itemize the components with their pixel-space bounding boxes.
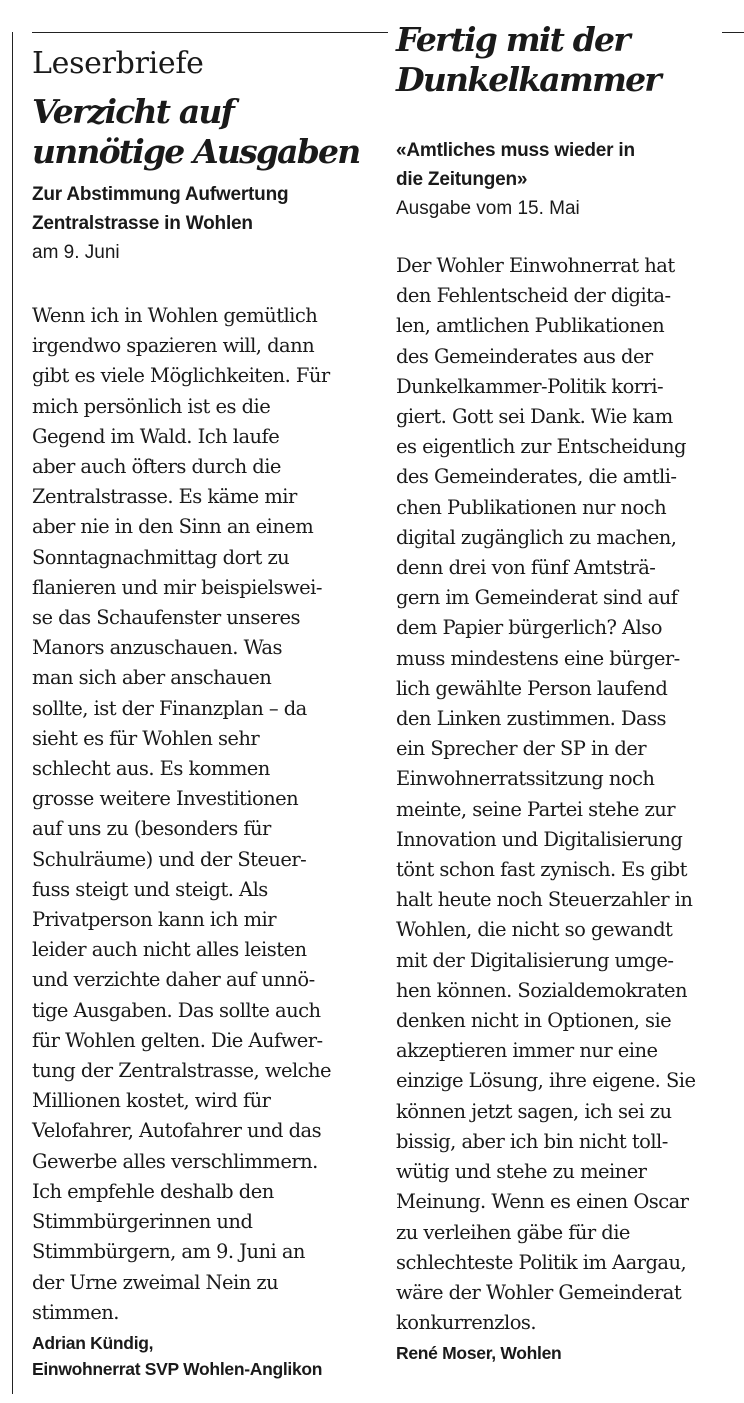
right-signature: [396, 1340, 742, 1366]
right-subhead: [396, 136, 742, 194]
body-line: mit der Digitalisierung umge-: [396, 948, 674, 972]
letter-left: [32, 40, 380, 1382]
body-line: denken nicht in Optionen, sie: [396, 1009, 672, 1033]
right-subhead-line: die Zeitungen»: [396, 169, 528, 190]
body-line: gern im Gemeinderat sind auf: [396, 586, 678, 610]
body-line: fuss steigt und steigt. Als: [32, 877, 268, 901]
body-line: Sonntagnachmittag dort zu: [32, 545, 290, 569]
body-line: ein Sprecher der SP in der: [396, 737, 647, 761]
body-line: Millionen kostet, wird für: [32, 1089, 271, 1113]
body-line: einzige Lösung, ihre eigene. Sie: [396, 1069, 696, 1093]
body-line: lich gewählte Person laufend: [396, 676, 668, 700]
body-line: grosse weitere Investitionen: [32, 787, 299, 811]
body-line: der Urne zweimal Nein zu: [32, 1270, 279, 1294]
body-line: chen Publikationen nur noch: [396, 495, 667, 519]
body-line: aber auch öfters durch die: [32, 455, 281, 479]
body-line: Dunkelkammer-Politik korri-: [396, 374, 664, 398]
left-body-text: [32, 301, 380, 1328]
right-headline-line: Fertig mit der: [396, 20, 629, 59]
right-headline-line: Dunkelkammer: [396, 60, 660, 99]
body-line: man sich aber anschauen: [32, 666, 272, 690]
body-line: wütig und stehe zu meiner: [396, 1160, 647, 1184]
left-subhead-line: Zentralstrasse in Wohlen: [32, 213, 253, 234]
body-line: Ich empfehle deshalb den: [32, 1179, 274, 1203]
body-line: leider auch nicht alles leisten: [32, 938, 307, 962]
body-line: Manors anzuschauen. Was: [32, 636, 282, 660]
body-line: Stimmbürgern, am 9. Juni an: [32, 1240, 305, 1264]
body-line: sieht es für Wohlen sehr: [32, 726, 260, 750]
body-line: Schulräume) und der Steuer-: [32, 847, 307, 871]
body-line: denn drei von fünf Amtsträ-: [396, 556, 656, 580]
body-line: halt heute noch Steuerzahler in: [396, 888, 693, 912]
body-line: den Fehlentscheid der digita-: [396, 284, 671, 308]
body-line: Meinung. Wenn es einen Oscar: [396, 1190, 689, 1214]
body-line: schlecht aus. Es kommen: [32, 757, 270, 781]
body-line: hen können. Sozialdemokraten: [396, 978, 688, 1002]
signature-line: René Moser, Wohlen: [396, 1343, 562, 1364]
body-line: tige Ausgaben. Das sollte auch: [32, 998, 321, 1022]
signature-line: Adrian Kündig,: [32, 1332, 154, 1353]
body-line: und verzichte daher auf unnö-: [32, 968, 315, 992]
left-subhead: [32, 180, 380, 238]
body-line: giert. Gott sei Dank. Wie kam: [396, 405, 673, 429]
body-line: sollte, ist der Finanzplan – da: [32, 696, 307, 720]
body-line: bissig, aber ich bin nicht toll-: [396, 1129, 668, 1153]
body-line: tung der Zentralstrasse, welche: [32, 1059, 332, 1083]
body-line: gibt es viele Möglichkeiten. Für: [32, 364, 330, 388]
body-line: des Gemeinderates aus der: [396, 344, 653, 368]
body-line: es eigentlich zur Entscheidung: [396, 435, 686, 459]
body-line: Wohlen, die nicht so gewandt: [396, 918, 673, 942]
right-headline: [396, 20, 742, 100]
body-line: stimmen.: [32, 1300, 119, 1324]
left-headline-line: Verzicht auf: [32, 92, 234, 131]
left-subhead-line: Zur Abstimmung Aufwertung: [32, 184, 289, 205]
right-subhead-line: «Amtliches muss wieder in: [396, 140, 635, 161]
body-line: len, amtlichen Publikationen: [396, 314, 665, 338]
signature-line: Einwohnerrat SVP Wohlen-Anglikon: [32, 1358, 323, 1379]
body-line: Gegend im Wald. Ich laufe: [32, 424, 280, 448]
body-line: Wenn ich in Wohlen gemütlich: [32, 304, 318, 327]
body-line: schlechteste Politik im Aargau,: [396, 1250, 687, 1274]
body-line: aber nie in den Sinn an einem: [32, 515, 314, 539]
body-line: Velofahrer, Autofahrer und das: [32, 1119, 322, 1143]
letter-right: [396, 20, 742, 1366]
right-body-text: [396, 251, 742, 1338]
body-line: zu verleihen gäbe für die: [396, 1220, 630, 1244]
body-line: auf uns zu (besonders für: [32, 817, 271, 841]
left-reference: am 9. Juni: [32, 242, 120, 263]
body-line: meinte, seine Partei stehe zur: [396, 797, 676, 821]
section-label: Leserbriefe: [32, 46, 204, 81]
body-line: akzeptieren immer nur eine: [396, 1039, 658, 1063]
body-line: des Gemeinderates, die amtli-: [396, 465, 677, 489]
left-headline-line: unnötige Ausgaben: [32, 132, 360, 171]
body-line: tönt schon fast zynisch. Es gibt: [396, 858, 687, 882]
body-line: Privatperson kann ich mir: [32, 908, 276, 932]
body-line: den Linken zustimmen. Dass: [396, 707, 667, 731]
body-line: konkurrenzlos.: [396, 1311, 536, 1335]
body-line: für Wohlen gelten. Die Aufwer-: [32, 1028, 323, 1052]
body-line: Zentralstrasse. Es käme mir: [32, 485, 297, 509]
body-line: irgendwo spazieren will, dann: [32, 334, 315, 358]
left-headline: [32, 92, 380, 172]
body-line: flanieren und mir beispielswei-: [32, 575, 322, 599]
body-line: können jetzt sagen, ich sei zu: [396, 1099, 672, 1123]
body-line: Innovation und Digitalisierung: [396, 827, 683, 851]
right-reference: Ausgabe vom 15. Mai: [396, 198, 580, 219]
column-rule-left: [12, 32, 13, 1394]
body-line: dem Papier bürgerlich? Also: [396, 616, 662, 640]
body-line: muss mindestens eine bürger-: [396, 646, 680, 670]
body-line: mich persönlich ist es die: [32, 394, 271, 418]
body-line: Der Wohler Einwohnerrat hat: [396, 254, 675, 277]
body-line: Stimmbürgerinnen und: [32, 1210, 253, 1234]
left-signature: [32, 1330, 380, 1382]
body-line: Einwohnerratssitzung noch: [396, 767, 655, 791]
body-line: Gewerbe alles verschlimmern.: [32, 1149, 318, 1173]
body-line: se das Schaufenster unseres: [32, 606, 300, 630]
body-line: wäre der Wohler Gemeinderat: [396, 1280, 682, 1304]
body-line: digital zugänglich zu machen,: [396, 525, 677, 549]
column-rule-top-left: [32, 32, 388, 33]
